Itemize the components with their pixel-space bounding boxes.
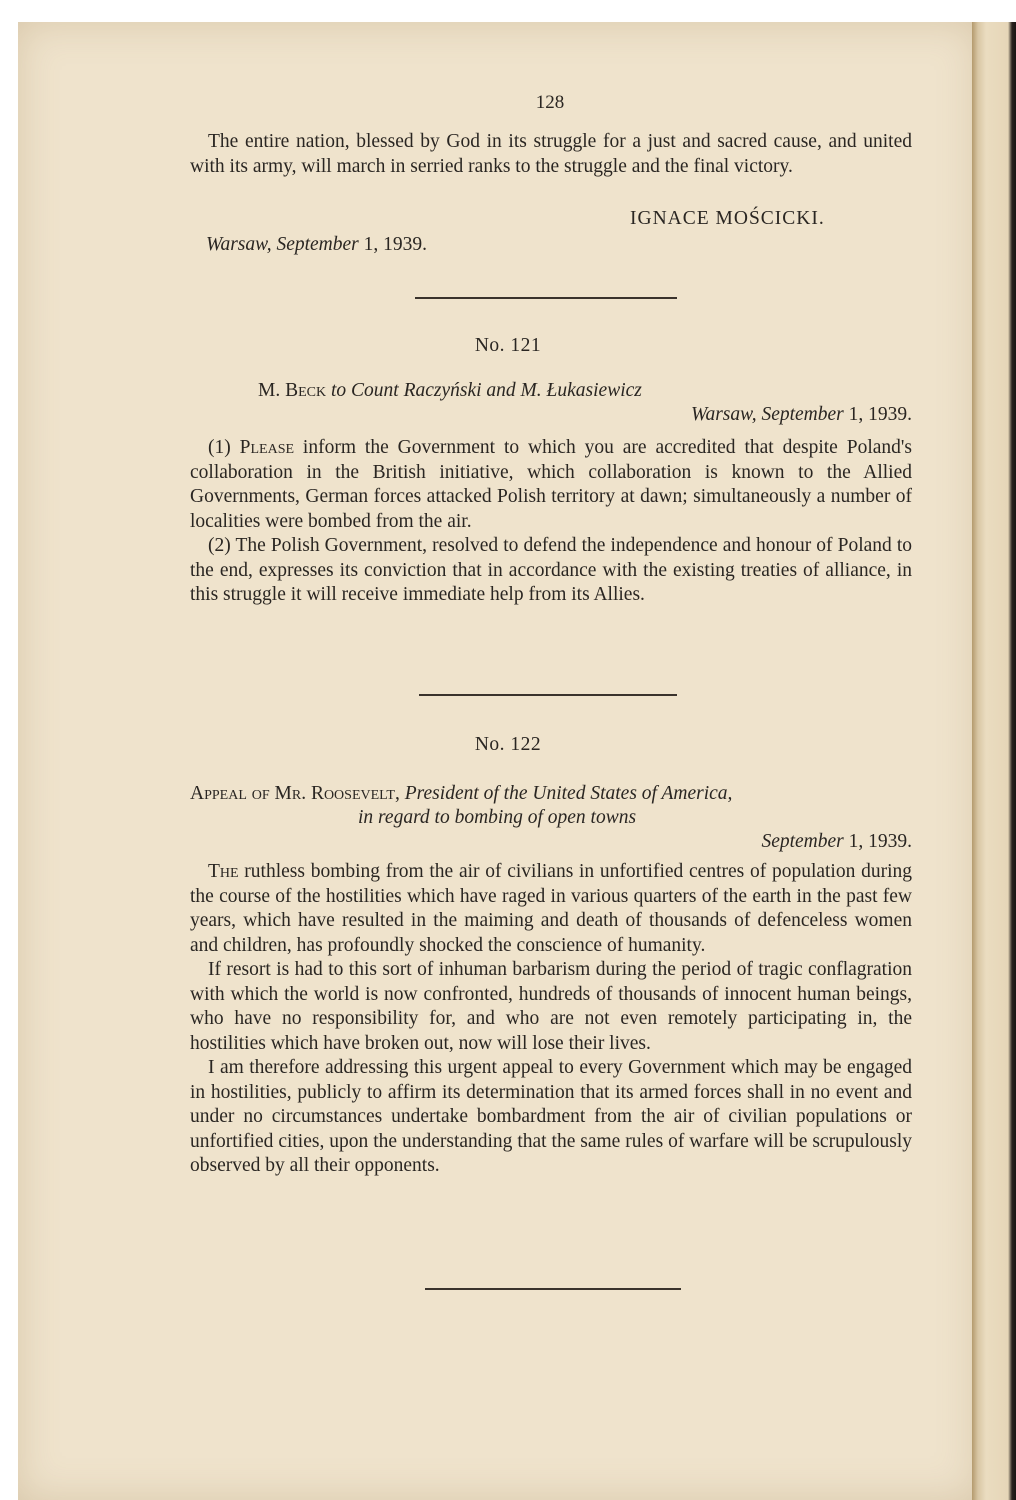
intro-date: 1, 1939.	[358, 234, 427, 255]
page-number: 128	[535, 92, 565, 113]
section-divider	[425, 1288, 681, 1290]
doc-122-title-line-2: in regard to bombing of open towns	[358, 807, 637, 828]
doc-122-paragraph-2: If resort is had to this sort of inhuman barbarism during the period of tragic conflagration with which the world is now confronted, hundreds of thousands of innocent human beings, who have no responsibility for, and who are not even remotely participating in, the hostilities which have broken out, now will lose their lives.	[190, 959, 912, 1054]
signature: IGNACE MOŚCICKI.	[630, 208, 825, 229]
doc-121-to: to Count Raczyński and M. Łukasiewicz	[326, 380, 642, 401]
doc-122-paragraph-1	[190, 860, 912, 958]
doc-122-body	[190, 860, 912, 1179]
intro-place: Warsaw, September	[206, 234, 359, 255]
doc-121-dateline	[590, 404, 912, 426]
scan-background	[0, 0, 1016, 22]
intro-paragraph: The entire nation, blessed by God in its struggle for a just and sacred cause, and united with its army, will march in serried ranks to the struggle and the final victory.	[190, 131, 912, 177]
doc-121-from: M. Beck	[258, 380, 327, 401]
doc-121-p1-lead: (1) Please	[208, 437, 295, 458]
doc-122-paragraph-3: I am therefore addressing this urgent appeal to every Government which may be engaged in hostilities, publicly to affirm its determination that its armed forces shall in no event and under no circumstances undertake bombardment from the air of civilian populations or unfortified cities, upon the understanding that the same rules of warfare will be scrupulously observed by all their opponents.	[190, 1057, 912, 1176]
section-divider	[419, 694, 677, 696]
doc-122-p1-lead: The	[208, 861, 239, 882]
doc-121-number: No. 121	[474, 335, 542, 356]
doc-121-date: 1, 1939.	[843, 404, 912, 425]
doc-121-paragraph-2: (2) The Polish Government, resolved to defend the independence and honour of Poland to the end, expresses its conviction that in accordance with the existing treaties of alliance, in this struggle it will receive immediate help from its Allies.	[190, 535, 912, 605]
section-divider	[415, 297, 677, 299]
doc-122-title-lead: Appeal of Mr. Roosevelt,	[190, 783, 400, 804]
page-edge	[972, 22, 1016, 1500]
intro-section	[190, 130, 912, 179]
doc-122-p1-rest: ruthless bombing from the air of civilians in unfortified centres of population during the course of the hostilities which have raged in various quarters of the earth in the past few years, which have resulted in the maiming and death of thousands of defenceless women and children, has profoundly shocked the conscience of humanity.	[190, 861, 912, 956]
intro-dateline	[206, 234, 427, 256]
doc-122-number: No. 122	[474, 734, 542, 755]
doc-121-paragraph-1	[190, 436, 912, 534]
doc-122-date: 1, 1939.	[843, 831, 912, 852]
doc-121-body	[190, 436, 912, 608]
doc-121-p1-rest: inform the Government to which you are accredited that despite Poland's collaboration in the British initiative, which collaboration is known to the Allied Governments, German forces attacked Polish territory at dawn; simultaneously a number of localities were bombed from the air.	[190, 437, 912, 532]
doc-122-title-line-1	[190, 783, 732, 805]
doc-122-dateline	[590, 831, 912, 853]
doc-122-title-rest: President of the United States of America,	[399, 783, 733, 804]
book-page	[18, 22, 978, 1500]
doc-121-heading	[258, 380, 642, 402]
doc-121-place: Warsaw, September	[691, 404, 844, 425]
doc-122-date-label: September	[761, 831, 844, 852]
